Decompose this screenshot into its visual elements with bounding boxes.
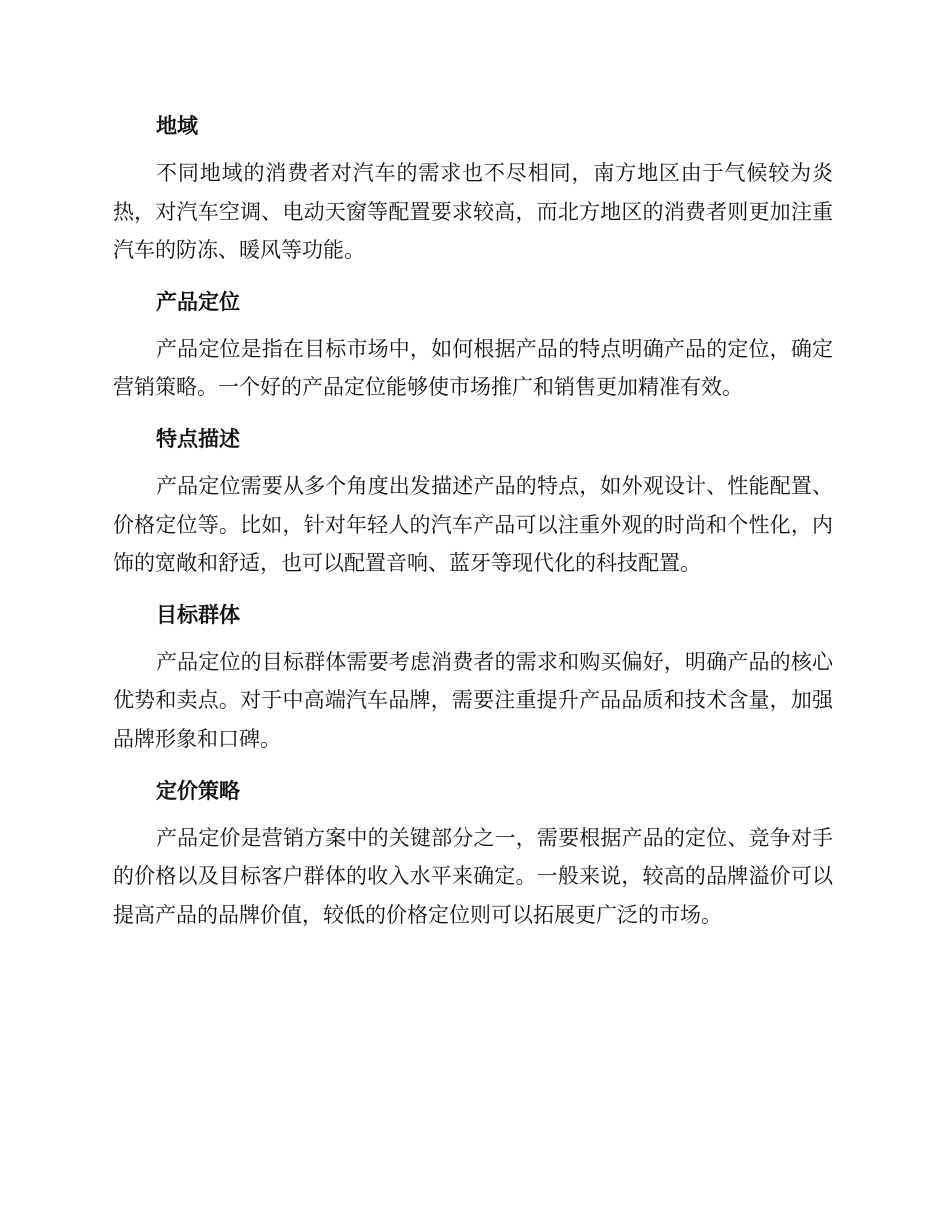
- document-page: [113, 106, 833, 946]
- section-heading-feature-description: 特点描述: [156, 426, 240, 451]
- section-heading-target-group: 目标群体: [156, 602, 240, 627]
- section-heading-region: 地域: [156, 114, 198, 138]
- section-body-feature-description: 产品定位需要从多个角度出发描述产品的特点，如外观设计、性能配置、价格定位等。比如，针对年轻人的汽车产品可以注重外观的时尚和个性化，内饰的宽敞和舒适，也可以配置音响、蓝牙等现代化的科技配置。: [113, 473, 833, 576]
- section-body-pricing-strategy: 产品定价是营销方案中的关键部分之一，需要根据产品的定位、竞争对手的价格以及目标客户群体的收入水平来确定。一般来说，较高的品牌溢价可以提高产品的品牌价值，较低的价格定位则可以拓展更广泛的市场。: [113, 825, 833, 927]
- section-heading-product-positioning: 产品定位: [156, 289, 240, 314]
- section-body-target-group: 产品定位的目标群体需要考虑消费者的需求和购买偏好，明确产品的核心优势和卖点。对于中高端汽车品牌，需要注重提升产品品质和技术含量，加强品牌形象和口碑。: [113, 649, 833, 751]
- section-body-region: 不同地域的消费者对汽车的需求也不尽相同，南方地区由于气候较为炎热，对汽车空调、电动天窗等配置要求较高，而北方地区的消费者则更加注重汽车的防冻、暖风等功能。: [113, 161, 833, 263]
- section-heading-pricing-strategy: 定价策略: [156, 778, 240, 803]
- section-body-product-positioning: 产品定位是指在目标市场中，如何根据产品的特点明确产品的定位，确定营销策略。一个好的产品定位能够使市场推广和销售更加精准有效。: [113, 336, 833, 400]
